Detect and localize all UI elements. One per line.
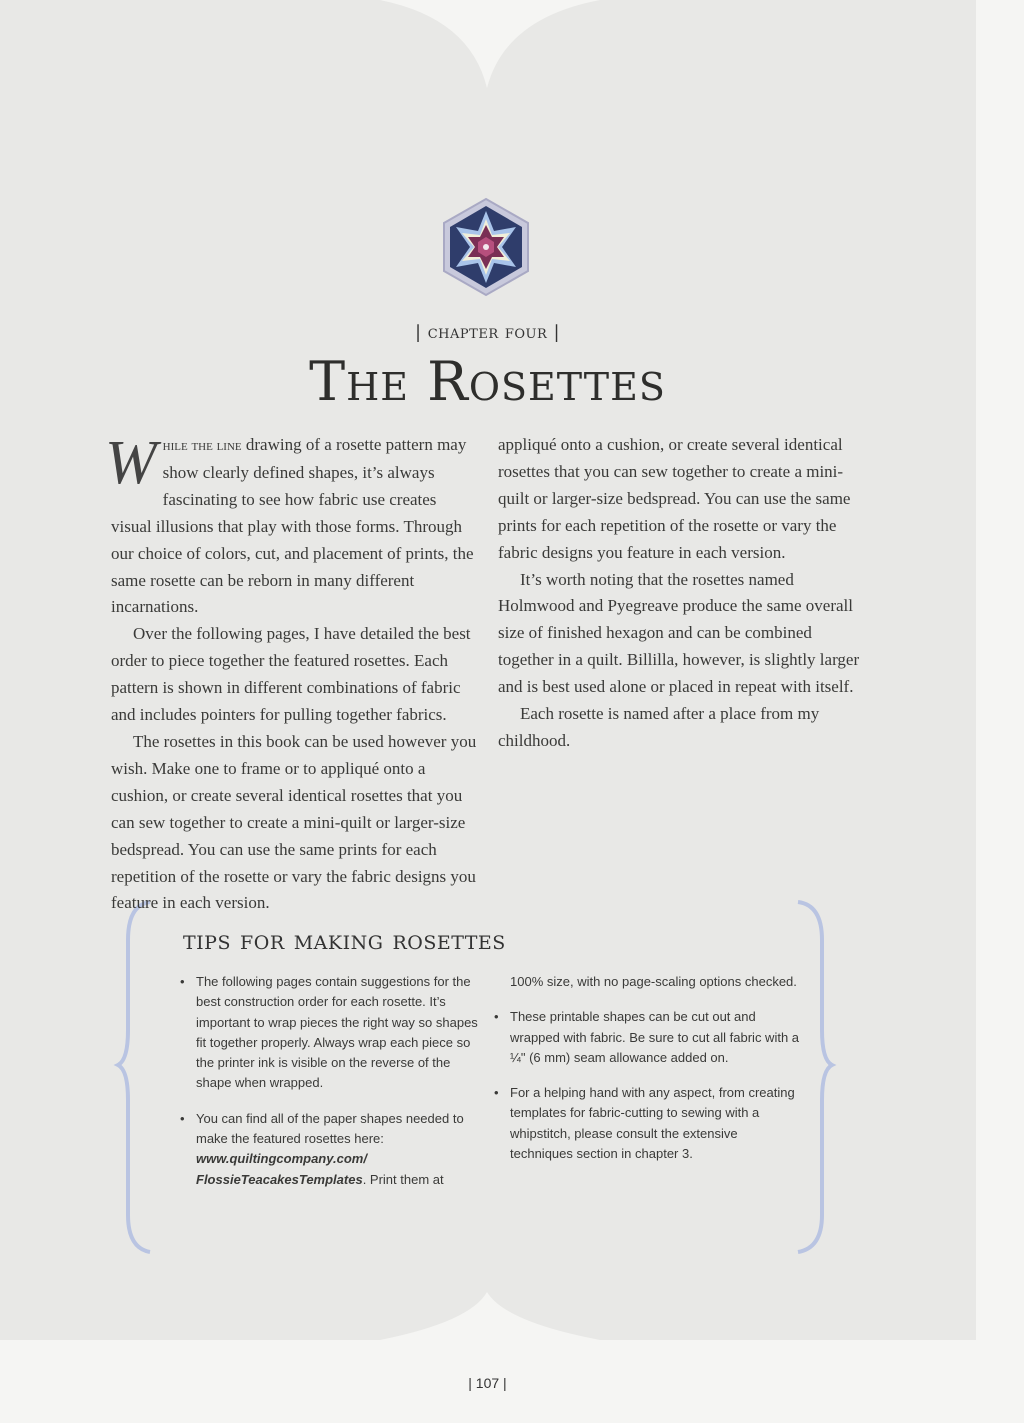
body-column-right (498, 432, 868, 755)
page-number: | 107 | (468, 1375, 507, 1391)
rosette-icon (436, 197, 536, 297)
tip-item: • These printable shapes can be cut out and wrapped with fabric. Be sure to cut all fabric with a ¼" (6 mm) seam allowance added on. (492, 1007, 802, 1068)
paragraph-1: drawing of a rosette pattern may show clearly defined shapes, it’s always fascinating to see how fabric use creates visual illusions that play with those forms. Through our choice of colors, cut, and placement of prints, the same rosette can be reborn in many different incarnations. (111, 435, 474, 617)
page-title: The Rosettes (309, 350, 666, 413)
tip-text: You can find all of the paper shapes needed to make the featured rosettes here: (196, 1110, 464, 1147)
paragraph-3-continued: appliqué onto a cushion, or create several identical rosettes that you can sew together to create a mini-quilt or larger-size bedspread. You can use the same prints for each repetition of the rosette or vary the fabric designs you feature in each version. (498, 435, 851, 562)
chapter-label: | chapter four | (414, 322, 561, 343)
tips-column-right (492, 972, 802, 1179)
tip-item: • The following pages contain suggestions for the best construction order for each rosette. It’s important to wrap pieces the right way so shapes fit together properly. Always wrap each piece so the printer ink is visible on the reverse of the shape when wrapped. (178, 972, 478, 1094)
tip-item-continued: 100% size, with no page-scaling options checked. (510, 974, 797, 989)
tips-title: tips for making rosettes (183, 925, 506, 956)
drop-cap: W (105, 429, 157, 497)
paragraph-2: Over the following pages, I have detailed the best order to piece together the featured rosettes. Each pattern is shown in different combinations of fabric and includes pointers for pulling together fabrics. (111, 624, 471, 725)
paragraph-4: It’s worth noting that the rosettes named Holmwood and Pyegreave produce the same overall size of finished hexagon and can be combined together in a quilt. Billilla, however, is slightly larger and is best used alone or placed in repeat with itself. (498, 569, 860, 697)
templates-link[interactable]: www.quiltingcompany.com/ FlossieTeacakesTemplates (196, 1151, 367, 1187)
paragraph-3: The rosettes in this book can be used however you wish. Make one to frame or to appliqué onto a cushion, or create several identical rosettes that you can sew together to create a mini-quilt or larger-size bedspread. You can use the same prints for each repetition of the rosette or vary the fabric designs you feature in each version. (111, 731, 477, 913)
paragraph-5: Each rosette is named after a place from my childhood. (498, 704, 820, 750)
tip-item: • For a helping hand with any aspect, from creating templates for fabric-cutting to sewing with a whipstitch, please consult the extensive techniques section in chapter 3. (492, 1083, 802, 1164)
tip-text: . Print them at (362, 1171, 444, 1187)
tips-column-left (178, 972, 478, 1205)
lead-in: hile the line (162, 438, 242, 454)
body-column-left (105, 429, 481, 913)
tip-item (178, 1109, 478, 1190)
